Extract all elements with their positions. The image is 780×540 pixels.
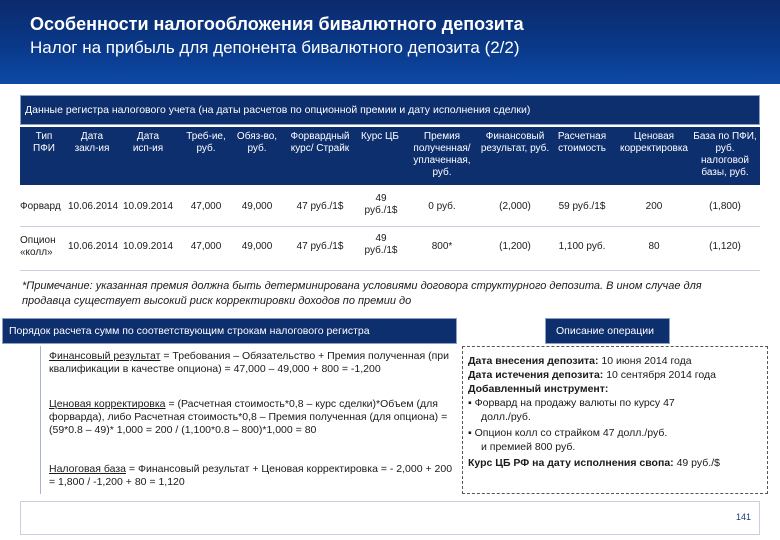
- register-title-bar: [20, 95, 760, 125]
- cell-tax-base: (1,120): [709, 241, 741, 252]
- procedure-panel: [40, 346, 457, 494]
- price-adjustment-term: Ценовая корректировка: [49, 398, 166, 410]
- col-header-tax-base: База по ПФИ, руб. налоговой базы, руб.: [693, 131, 757, 178]
- instrument-forward-text: Форвард на продажу валюты по курсу 47: [474, 397, 675, 409]
- operation-panel: [462, 346, 768, 494]
- cell-price-adjustment: 200: [645, 201, 663, 212]
- col-header-conclusion-date: Дата закл-ия: [74, 131, 110, 154]
- cell-obligation: 49,000: [241, 201, 273, 212]
- slide-title: Особенности налогообложения бивалютного депозита: [30, 14, 524, 34]
- cell-forward-strike: 47 руб./1$: [296, 201, 344, 212]
- instrument-forward-cont: долл./руб.: [481, 411, 531, 423]
- cell-claim: 47,000: [190, 201, 222, 212]
- page-number: 141: [735, 512, 751, 522]
- cell-premium: 0 руб.: [428, 201, 456, 212]
- slide-footer: [20, 501, 760, 535]
- cell-cb-rate: 49 руб./1$: [364, 193, 398, 216]
- tax-base-paragraph: [49, 463, 454, 489]
- cb-rate-label: Курс ЦБ РФ на дату исполнения свопа:: [468, 457, 674, 469]
- price-adjustment-text: = (Расчетная стоимость*0,8 – курс сделки)*Объем (для форварда), либо Расчетная стоимость*0,8 – Премия полученная (для опциона) = (59*0.8 – 49)* 1,000 = 200 / (1,100*0.8 – 800)*1,000 = 80: [49, 398, 448, 436]
- cell-tax-base: (1,800): [709, 201, 741, 212]
- cell-fin-result: (1,200): [499, 241, 531, 252]
- cell-execution-date: 10.09.2014: [122, 241, 174, 252]
- instrument-option-cont: и премией 800 руб.: [481, 441, 576, 453]
- operation-title-bar: [545, 318, 670, 344]
- operation-title: Описание операции: [556, 325, 655, 337]
- slide-header: [0, 0, 780, 84]
- cell-premium: 800*: [431, 241, 453, 252]
- deposit-start-line: [468, 355, 692, 368]
- col-header-cb-rate: Курс ЦБ: [360, 131, 399, 142]
- fin-result-paragraph: [49, 350, 454, 376]
- deposit-start-value: 10 июня 2014 года: [598, 355, 692, 367]
- cell-type: Форвард: [20, 201, 61, 212]
- cell-obligation: 49,000: [241, 241, 273, 252]
- col-header-execution-date: Дата исп-ия: [132, 131, 164, 154]
- col-header-claim: Треб-ие, руб.: [186, 131, 226, 154]
- cell-cb-rate: 49 руб./1$: [364, 233, 398, 256]
- cell-est-value: 59 руб./1$: [558, 201, 606, 212]
- cell-price-adjustment: 80: [648, 241, 660, 252]
- cell-execution-date: 10.09.2014: [122, 201, 174, 212]
- cell-conclusion-date: 10.06.2014: [67, 201, 119, 212]
- register-table-header: [20, 127, 760, 185]
- instrument-item-option: [468, 427, 667, 440]
- deposit-start-label: Дата внесения депозита:: [468, 355, 599, 367]
- deposit-end-label: Дата истечения депозита:: [468, 369, 604, 381]
- added-instrument-label: Добавленный инструмент:: [468, 383, 609, 395]
- instrument-option-text: Опцион колл со страйком 47 долл./руб.: [474, 427, 668, 439]
- col-header-est-value: Расчетная стоимость: [557, 131, 607, 154]
- slide-subtitle: Налог на прибыль для депонента бивалютного депозита (2/2): [30, 38, 520, 57]
- col-header-price-adjustment: Ценовая корректировка: [620, 131, 688, 154]
- cell-claim: 47,000: [190, 241, 222, 252]
- cell-conclusion-date: 10.06.2014: [67, 241, 119, 252]
- cell-est-value: 1,100 руб.: [558, 241, 606, 252]
- tax-base-term: Налоговая база: [49, 463, 126, 475]
- cell-forward-strike: 47 руб./1$: [296, 241, 344, 252]
- table-row: [20, 227, 760, 271]
- footnote: *Примечание: указанная премия должна быть детерминирована условиями договора структурного депозита. В ином случае для продавца существует высокий риск корректировки доходов по премии до: [22, 280, 702, 307]
- bullet-icon: ▪: [468, 427, 475, 439]
- fin-result-term: Финансовый результат: [49, 350, 161, 362]
- procedure-title: Порядок расчета сумм по соответствующим строкам налогового регистра: [9, 325, 370, 337]
- cell-type: Опцион «колл»: [20, 235, 56, 258]
- fin-result-text: = Требования – Обязательство + Премия полученная (при квалификации в качестве опциона) = 47,000 – 49,000 + 800 = -1,200: [49, 350, 449, 375]
- bullet-icon: ▪: [468, 397, 475, 409]
- cell-fin-result: (2,000): [499, 201, 531, 212]
- cb-rate-value: 49 руб./$: [673, 457, 720, 469]
- col-header-forward-strike: Форвардный курс/ Страйк: [290, 131, 350, 154]
- deposit-end-value: 10 сентября 2014 года: [603, 369, 716, 381]
- cb-rate-line: [468, 457, 720, 470]
- table-row: [20, 187, 760, 227]
- col-header-fin-result: Финансовый результат, руб.: [480, 131, 550, 154]
- procedure-title-bar: [2, 318, 457, 344]
- deposit-end-line: [468, 369, 716, 382]
- register-title: Данные регистра налогового учета (на даты расчетов по опционной премии и дату исполнения сделки): [25, 104, 531, 116]
- col-header-premium: Премия полученная/ уплаченная, руб.: [413, 131, 471, 178]
- tax-base-text: = Финансовый результат + Ценовая корректировка = - 2,000 + 200 = 1,800 / -1,200 + 80 = 1,120: [49, 463, 453, 488]
- price-adjustment-paragraph: [49, 398, 454, 437]
- col-header-obligation: Обяз-во, руб.: [236, 131, 278, 154]
- col-header-type: Тип ПФИ: [33, 131, 55, 154]
- instrument-item-forward: [468, 397, 675, 410]
